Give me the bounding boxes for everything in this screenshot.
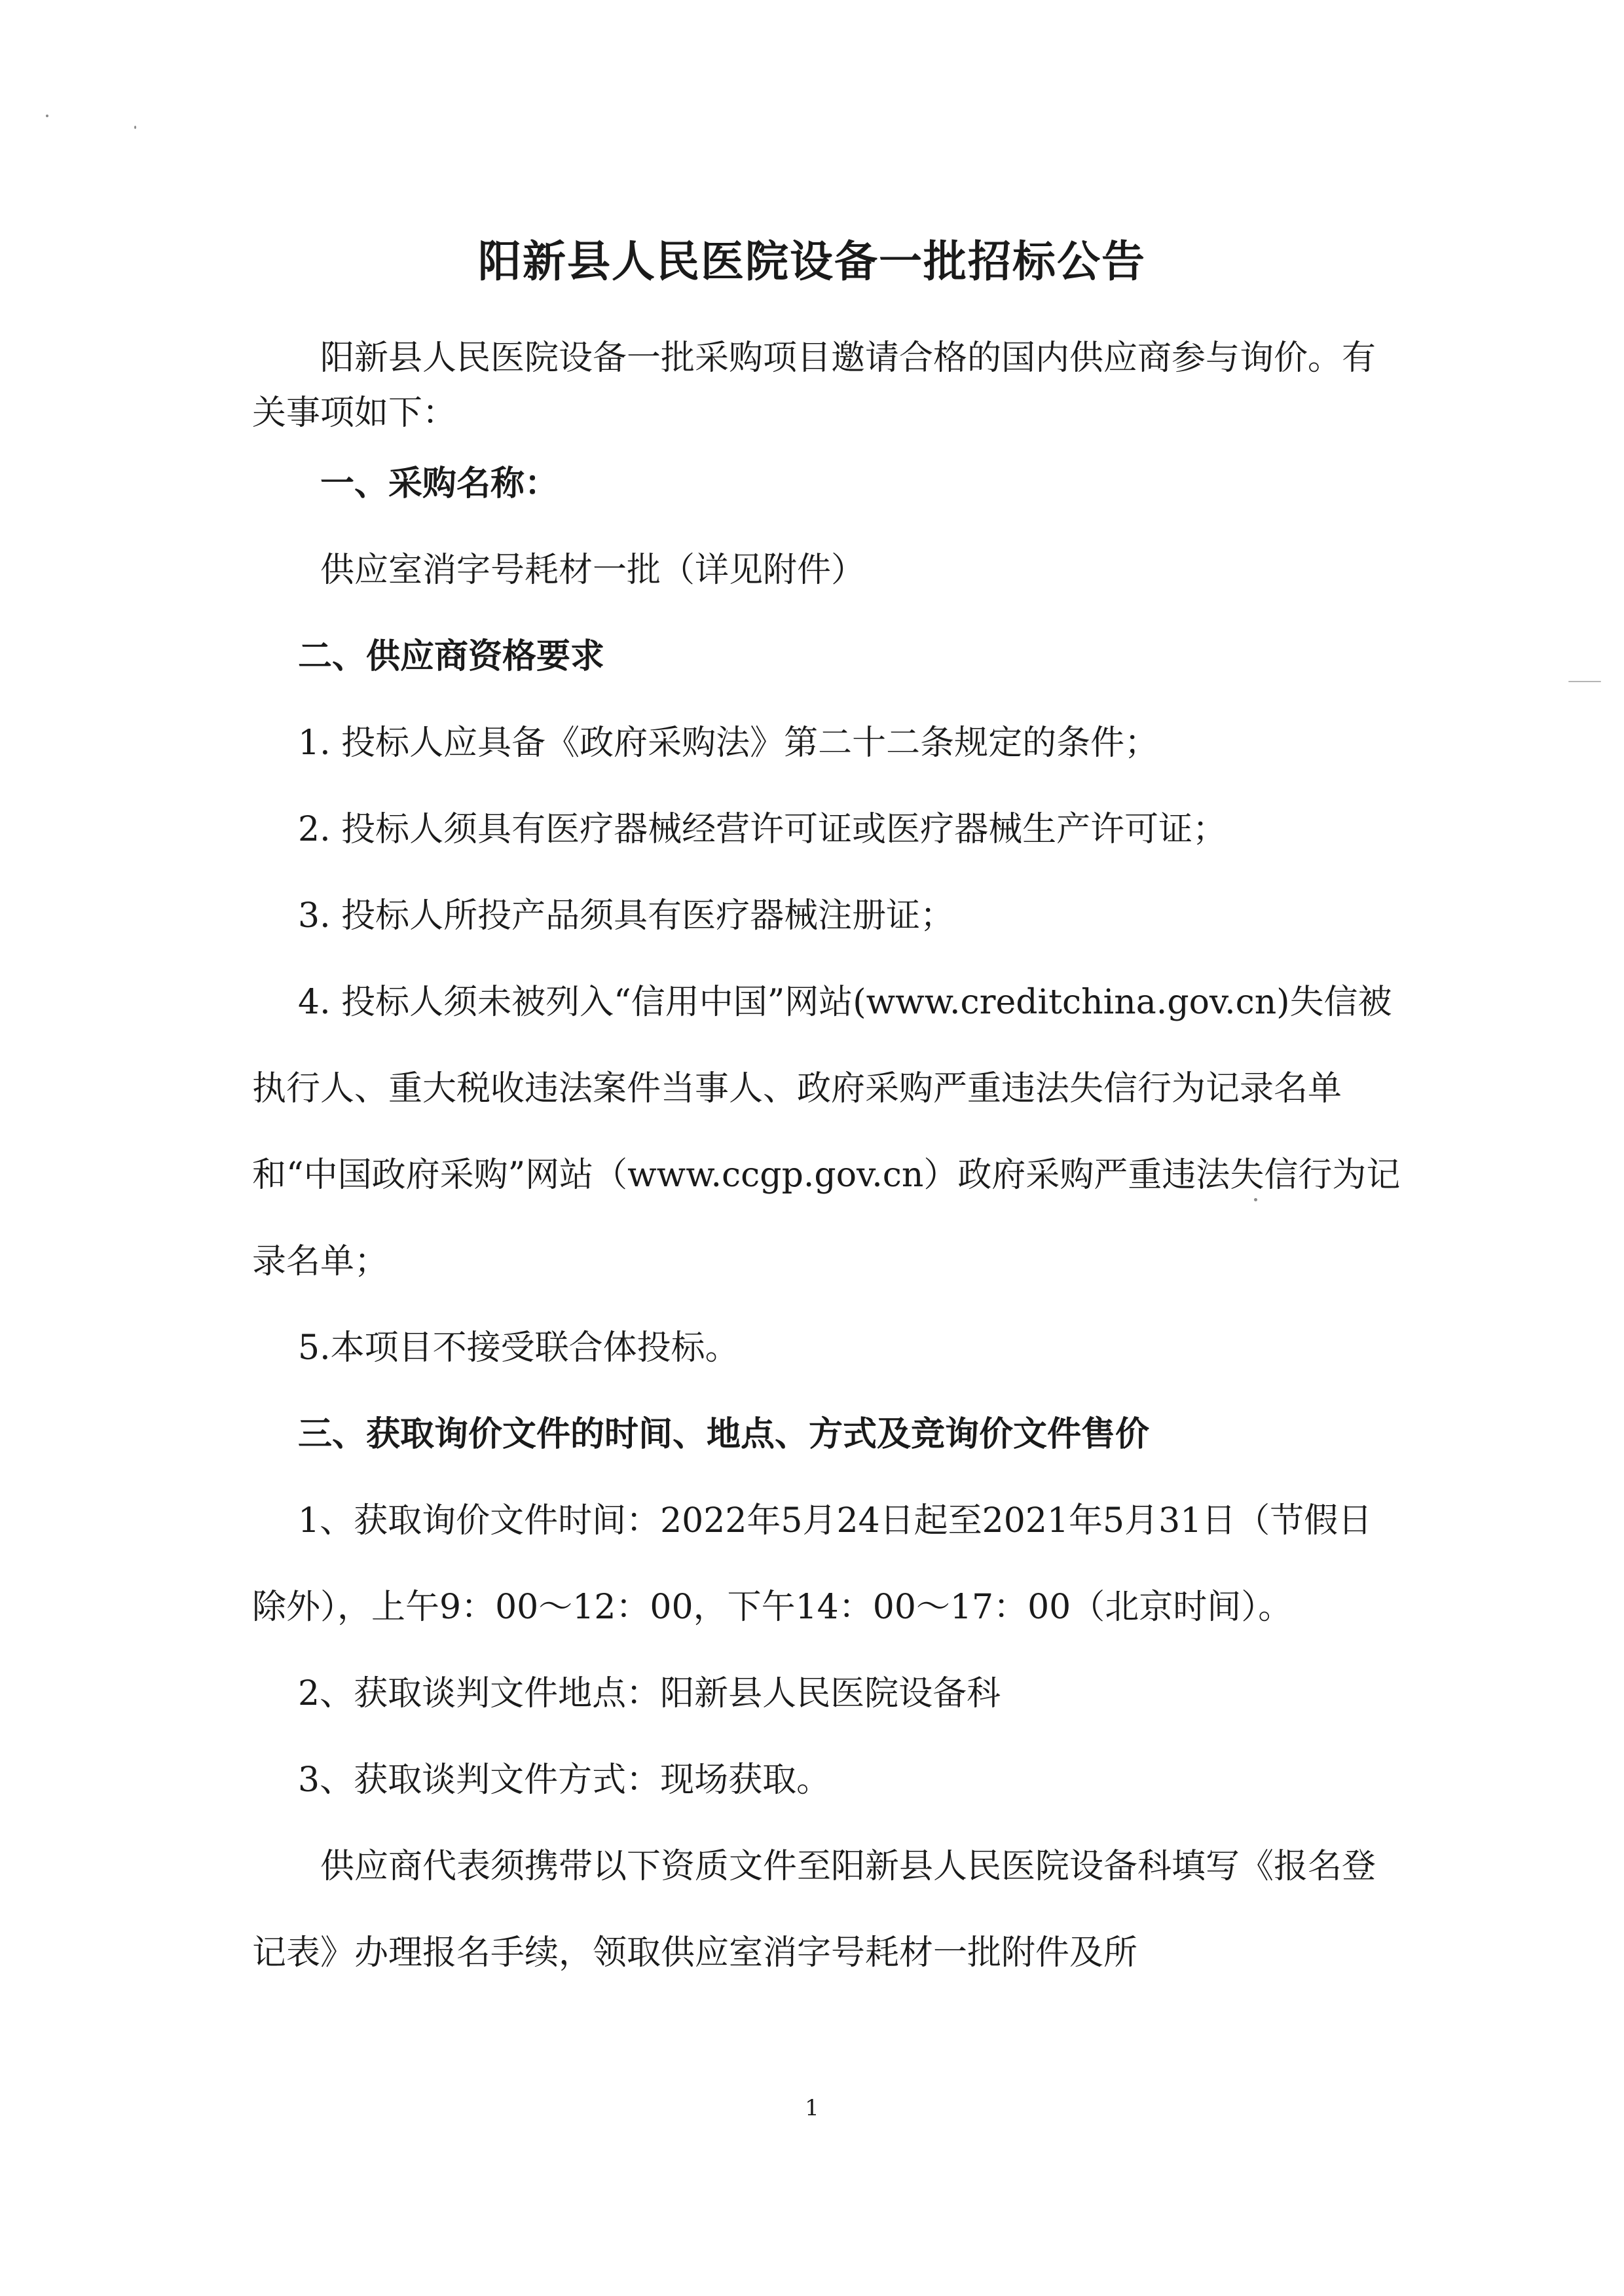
document-body xyxy=(252,331,1405,1996)
section2-heading: 二、供应商资格要求 xyxy=(298,637,605,676)
section3-closing: 供应商代表须携带以下资质文件至阳新县人民医院设备科填写《报名登记表》办理报名手续，领取供应室消字号耗材一批附件及所 xyxy=(252,1847,1376,1973)
section1-heading: 一、采购名称： xyxy=(320,464,559,503)
scan-speck xyxy=(1568,681,1601,682)
intro-paragraph: 阳新县人民医院设备一批采购项目邀请合格的国内供应商参与询价。有关事项如下： xyxy=(252,338,1376,433)
section3-item-1: 1、获取询价文件时间：2022年5月24日起至2021年5月31日（节假日除外），上午9：00～12：00，下午14：00～17：00（北京时间）。 xyxy=(252,1501,1373,1627)
page-number: 1 xyxy=(805,2095,819,2121)
section3-heading: 三、获取询价文件的时间、地点、方式及竞询价文件售价 xyxy=(298,1415,1150,1454)
section2-item-1: 1. 投标人应具备《政府采购法》第二十二条规定的条件； xyxy=(298,723,1159,763)
section1-content: 供应室消字号耗材一批（详见附件） xyxy=(320,551,866,590)
section2-item-4: 4. 投标人须未被列入“信用中国”网站(www.creditchina.gov.cn)失信被执行人、重大税收违法案件当事人、政府采购严重违法失信行为记录名单和“中国政府采购”网站（www.ccgp.gov.cn）政府采购严重违法失信行为记录名单； xyxy=(252,983,1401,1281)
section2-item-2: 2. 投标人须具有医疗器械经营许可证或医疗器械生产许可证； xyxy=(298,810,1227,849)
scan-speck xyxy=(134,126,136,129)
scan-speck xyxy=(1254,1198,1257,1201)
scan-speck xyxy=(46,115,48,117)
section2-item-3: 3. 投标人所投产品须具有医疗器械注册证； xyxy=(298,896,955,936)
section2-item-5: 5.本项目不接受联合体投标。 xyxy=(298,1328,739,1368)
document-title: 阳新县人民医院设备一批招标公告 xyxy=(478,236,1146,287)
section3-item-2: 2、获取谈判文件地点：阳新县人民医院设备科 xyxy=(298,1674,1001,1713)
section3-item-3: 3、获取谈判文件方式：现场获取。 xyxy=(298,1760,831,1800)
